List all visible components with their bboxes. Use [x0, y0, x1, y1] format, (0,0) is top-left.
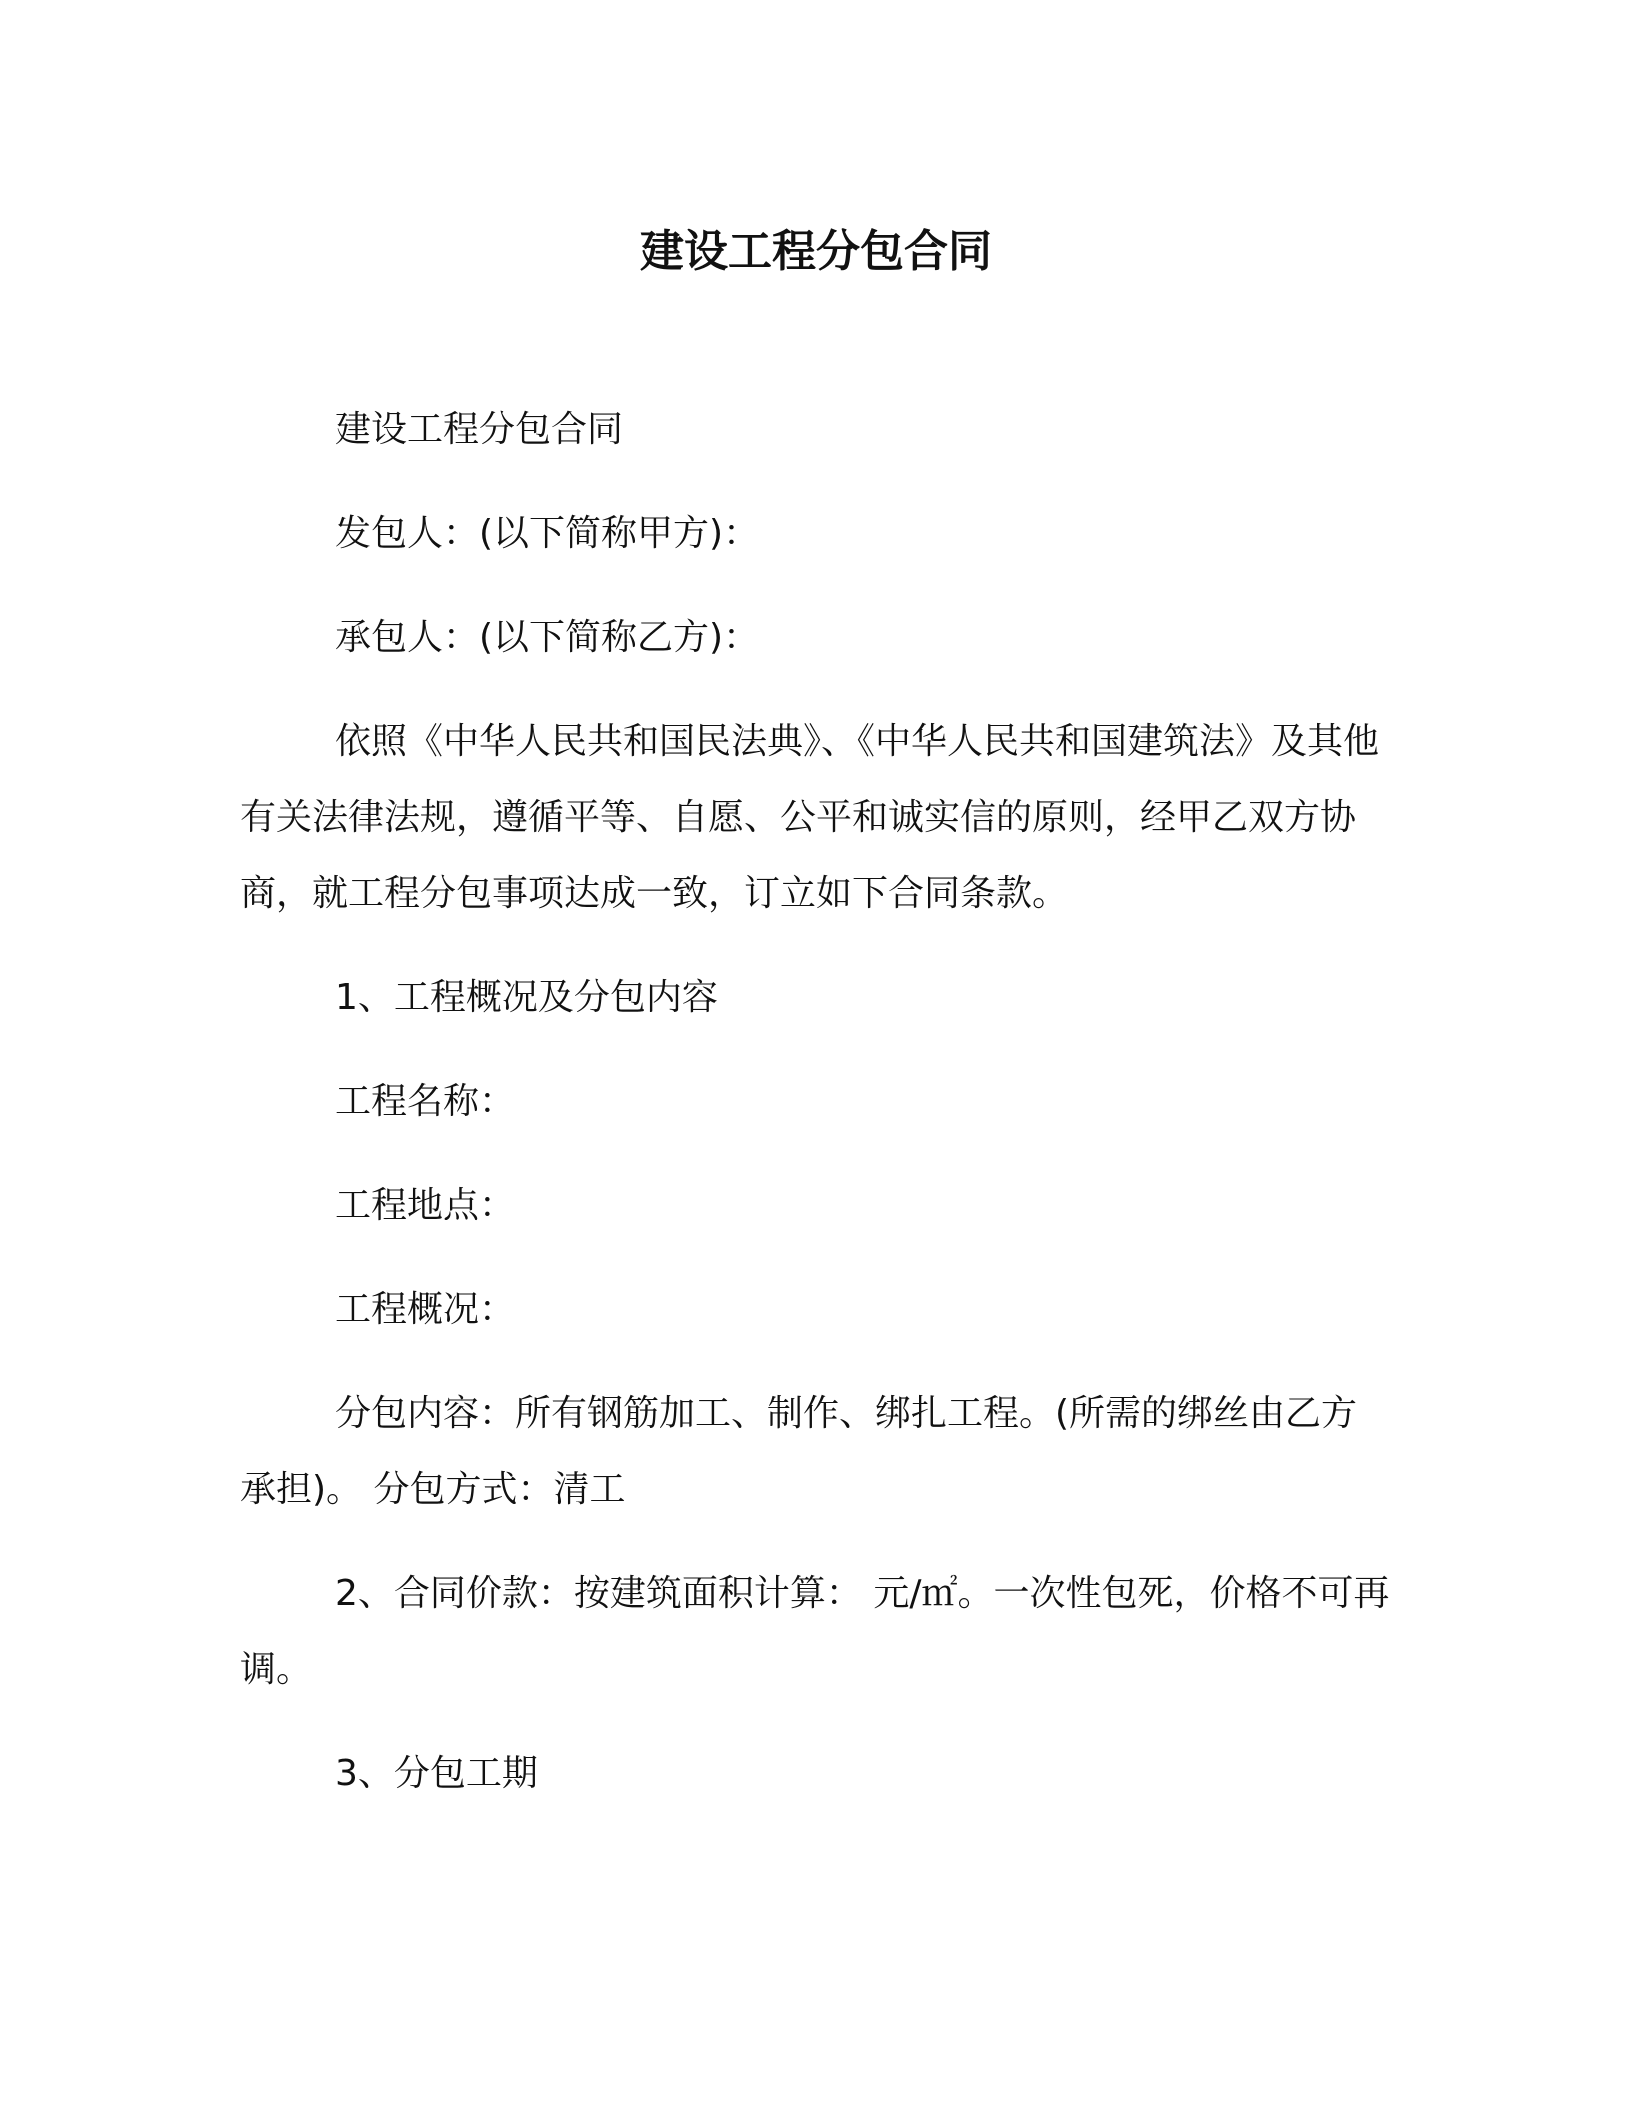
section-1-heading: 1、工程概况及分包内容 [335, 977, 718, 1018]
subcontract-content-paragraph: 分包内容：所有钢筋加工、制作、绑扎工程。(所需的绑丝由乙方承担)。 分包方式：清工 [240, 1393, 1358, 1510]
project-overview-field: 工程概况： [335, 1289, 516, 1330]
document-title: 建设工程分包合同 [640, 226, 992, 277]
project-location-field: 工程地点： [335, 1185, 516, 1226]
section-3-heading: 3、分包工期 [335, 1753, 538, 1794]
document-body [240, 392, 1390, 1840]
contractor-party-b: 承包人：(以下简称乙方)： [335, 617, 760, 658]
subtitle-paragraph: 建设工程分包合同 [335, 409, 624, 450]
contract-price-paragraph: 2、合同价款：按建筑面积计算： 元/㎡。一次性包死，价格不可再调。 [240, 1573, 1390, 1690]
project-name-field: 工程名称： [335, 1081, 516, 1122]
preamble-paragraph: 依照《中华人民共和国民法典》、《中华人民共和国建筑法》及其他有关法律法规，遵循平等、自愿、公平和诚实信的原则，经甲乙双方协商，就工程分包事项达成一致，订立如下合同条款。 [240, 721, 1380, 914]
contractor-party-a: 发包人：(以下简称甲方)： [335, 513, 760, 554]
